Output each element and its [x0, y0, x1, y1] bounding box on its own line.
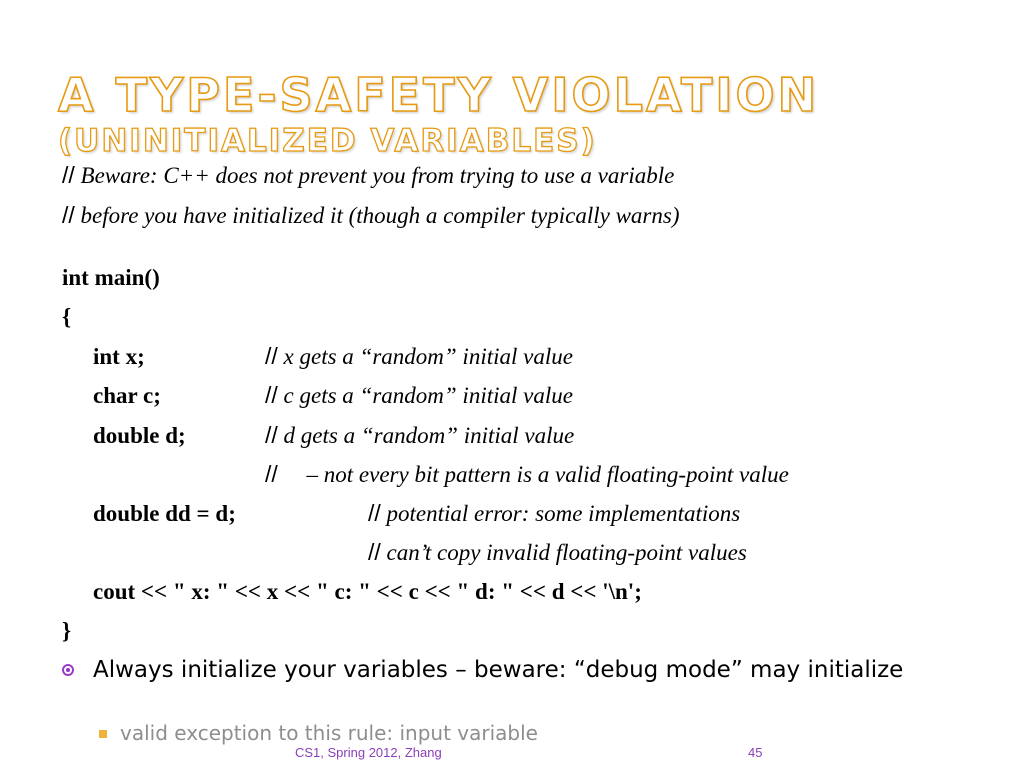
page-number: 45 — [748, 745, 763, 760]
code-comment — [368, 502, 740, 525]
comment-slash: // — [265, 343, 278, 369]
comment-slash: // — [265, 382, 278, 408]
comment-slash: // — [62, 162, 75, 188]
code-statement: double dd = d; — [93, 501, 236, 526]
comment-text: can’t copy invalid floating-point values — [380, 540, 747, 565]
comment-slash: // — [265, 422, 278, 448]
comment-text: – not every bit pattern is a valid floating-point value — [277, 462, 789, 487]
code-statement: double d; — [93, 423, 186, 448]
comment-slash: // — [62, 202, 75, 228]
code-comment — [265, 384, 573, 407]
cout-statement: cout << " x: " << x << " c: " << c << " d: " << d << '\n'; — [93, 579, 642, 604]
comment-text: d gets a “random” initial value — [277, 423, 575, 448]
footer-label: CS1, Spring 2012, Zhang — [295, 745, 442, 760]
intro-comment-1: Beware: C++ does not prevent you from trying to use a variable — [74, 163, 675, 188]
bullet-circle-icon — [62, 664, 74, 676]
comment-text: c gets a “random” initial value — [277, 383, 573, 408]
code-comment — [265, 345, 573, 368]
close-brace: } — [62, 618, 72, 643]
open-brace: { — [62, 304, 72, 329]
comment-slash: // — [368, 539, 381, 565]
comment-text: potential error: some implementations — [380, 501, 741, 526]
intro-line-1 — [62, 164, 674, 187]
code-comment — [265, 463, 789, 486]
main-signature: int main() — [62, 265, 160, 290]
code-statement: char c; — [93, 383, 161, 408]
intro-line-2 — [62, 204, 680, 227]
code-comment — [265, 424, 574, 447]
bullet-text: Always initialize your variables – beware: “debug mode” may initialize — [93, 657, 904, 683]
slide-title: A TYPE-SAFETY VIOLATION — [58, 68, 820, 122]
slide-subtitle: (UNINITIALIZED VARIABLES) — [58, 123, 597, 159]
code-statement: int x; — [93, 344, 145, 369]
comment-slash: // — [265, 461, 278, 487]
intro-comment-2: before you have initialized it (though a compiler typically warns) — [74, 203, 680, 228]
comment-slash: // — [368, 500, 381, 526]
sub-bullet-square-icon — [99, 730, 107, 738]
code-comment — [368, 541, 747, 564]
comment-text: x gets a “random” initial value — [277, 344, 573, 369]
sub-bullet-text: valid exception to this rule: input variable — [120, 721, 538, 745]
